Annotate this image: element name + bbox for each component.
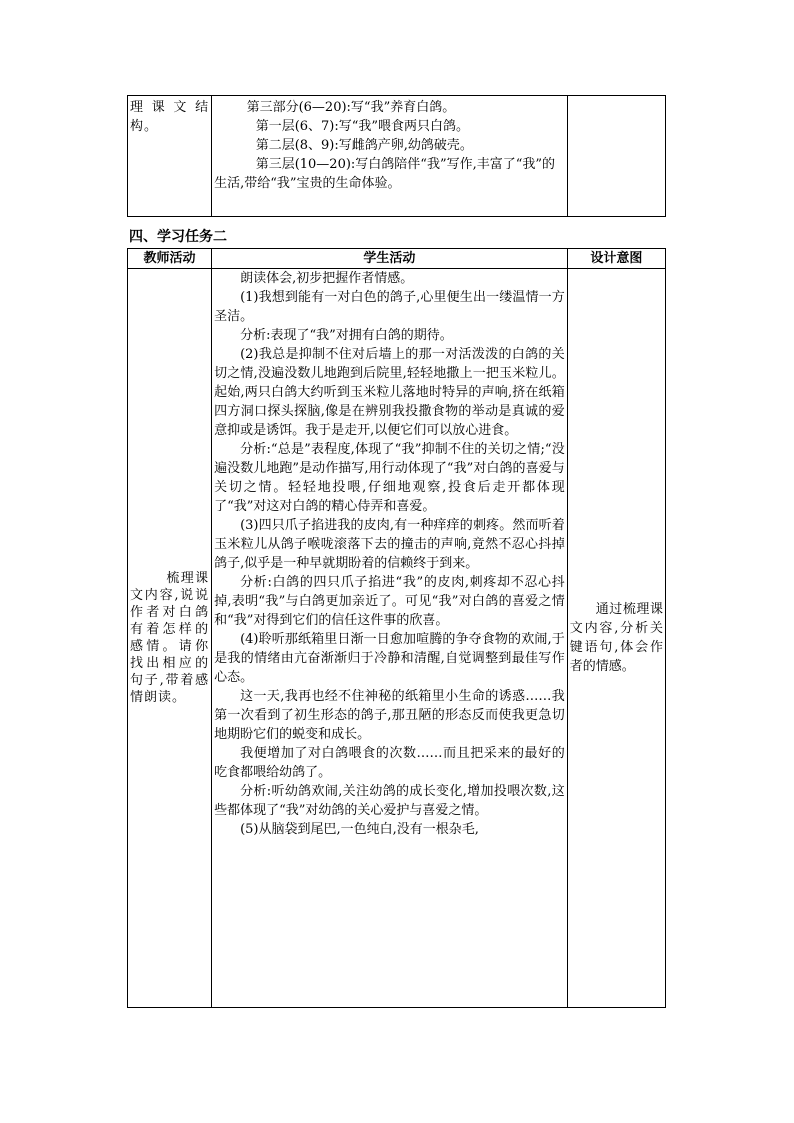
- header-row: [128, 249, 666, 269]
- part-three-line: 第三部分(6—20):写“我”养育白鸽。: [246, 100, 456, 115]
- top-left-cell: 理课文结构。: [128, 96, 212, 217]
- top-table: [127, 95, 666, 217]
- student-paragraph: 分析:表现了“我”对拥有白鸽的期待。: [240, 328, 453, 343]
- header-teacher: 教师活动: [128, 249, 212, 269]
- student-paragraph: 分析:“总是”表程度,体现了“我”抑制不住的关切之情;“没遍没数儿地跑”是动作描写,用行动体现了“我”对白鸽的喜爱与关切之情。轻轻地投喂,仔细地观察,投食后走开都体现了“我”对这对白鸽的精心侍弄和喜爱。: [214, 442, 565, 514]
- student-paragraph: 分析:白鸽的四只爪子掐进“我”的皮肉,刺疼却不忍心抖掉,表明“我”与白鸽更加亲近了。可见“我”对白鸽的喜爱之情和“我”对得到它们的信任这件事的欣喜。: [214, 575, 565, 628]
- teacher-activity-cell: [128, 269, 212, 1008]
- student-activity-cell: [212, 269, 568, 1008]
- student-paragraph: 我便增加了对白鸽喂食的次数……而且把采来的最好的吃食都喂给幼鸽了。: [214, 746, 565, 780]
- student-paragraph: (5)从脑袋到尾巴,一色纯白,没有一根杂毛,: [240, 822, 479, 837]
- header-student: 学生活动: [212, 249, 568, 269]
- student-paragraph: 朗读体会,初步把握作者情感。: [240, 271, 414, 286]
- student-paragraph: (3)四只爪子掐进我的皮肉,有一种痒痒的刺疼。然而听着玉米粒儿从鸽子喉咙滚落下去的撞击的声响,竟然不忍心抖掉鸽子,似乎是一种早就期盼着的信赖终于到来。: [214, 518, 565, 571]
- student-paragraph: (4)聆听那纸箱里日渐一日愈加喧腾的争夺食物的欢闹,于是我的情绪由亢奋渐渐归于冷静和清醒,自觉调整到最佳写作心态。: [214, 632, 565, 685]
- layer-three-line: 第三层(10—20):写白鸽陪伴“我”写作,丰富了“我”的生活,带给“我”宝贵的生命体验。: [214, 157, 556, 191]
- teacher-activity-text: 梳理课文内容,说说作者对白鸽有着怎样的感情。请你找出相应的句子,带着感情朗读。: [130, 571, 210, 705]
- layer-two-line: 第二层(8、9):写雌鸽产卵,幼鸽破壳。: [255, 138, 473, 153]
- content-row: [128, 269, 666, 1008]
- layer-one-line: 第一层(6、7):写“我”喂食两只白鸽。: [255, 119, 470, 134]
- top-right-cell: [567, 96, 665, 217]
- student-paragraph: 分析:听幼鸽欢闹,关注幼鸽的成长变化,增加投喂次数,这些都体现了“我”对幼鸽的关心爱护与喜爱之情。: [214, 784, 565, 818]
- design-intent-text: 通过梳理课文内容,分析关键语句,体会作者的情感。: [569, 602, 663, 674]
- header-intent: 设计意图: [567, 249, 665, 269]
- top-table-row: [128, 96, 666, 217]
- section-title: 四、学习任务二: [129, 229, 227, 245]
- design-intent-cell: [567, 269, 665, 1008]
- main-table: [127, 248, 666, 1008]
- student-paragraph: (1)我想到能有一对白色的鸽子,心里便生出一缕温情一方圣洁。: [214, 290, 565, 324]
- student-paragraph: (2)我总是抑制不住对后墙上的那一对活泼泼的白鸽的关切之情,没遍没数儿地跑到后院里,轻轻地撒上一把玉米粒儿。起始,两只白鸽大约听到玉米粒儿落地时特异的声响,挤在纸箱四方洞口探头探脑,像是在辨别我投撒食物的举动是真诚的爱意抑或是诱饵。我于是走开,以便它们可以放心进食。: [214, 347, 565, 438]
- student-paragraph: 这一天,我再也经不住神秘的纸箱里小生命的诱惑……我第一次看到了初生形态的鸽子,那丑陋的形态反而使我更急切地期盼它们的蜕变和成长。: [214, 689, 565, 742]
- top-middle-cell: [212, 96, 568, 217]
